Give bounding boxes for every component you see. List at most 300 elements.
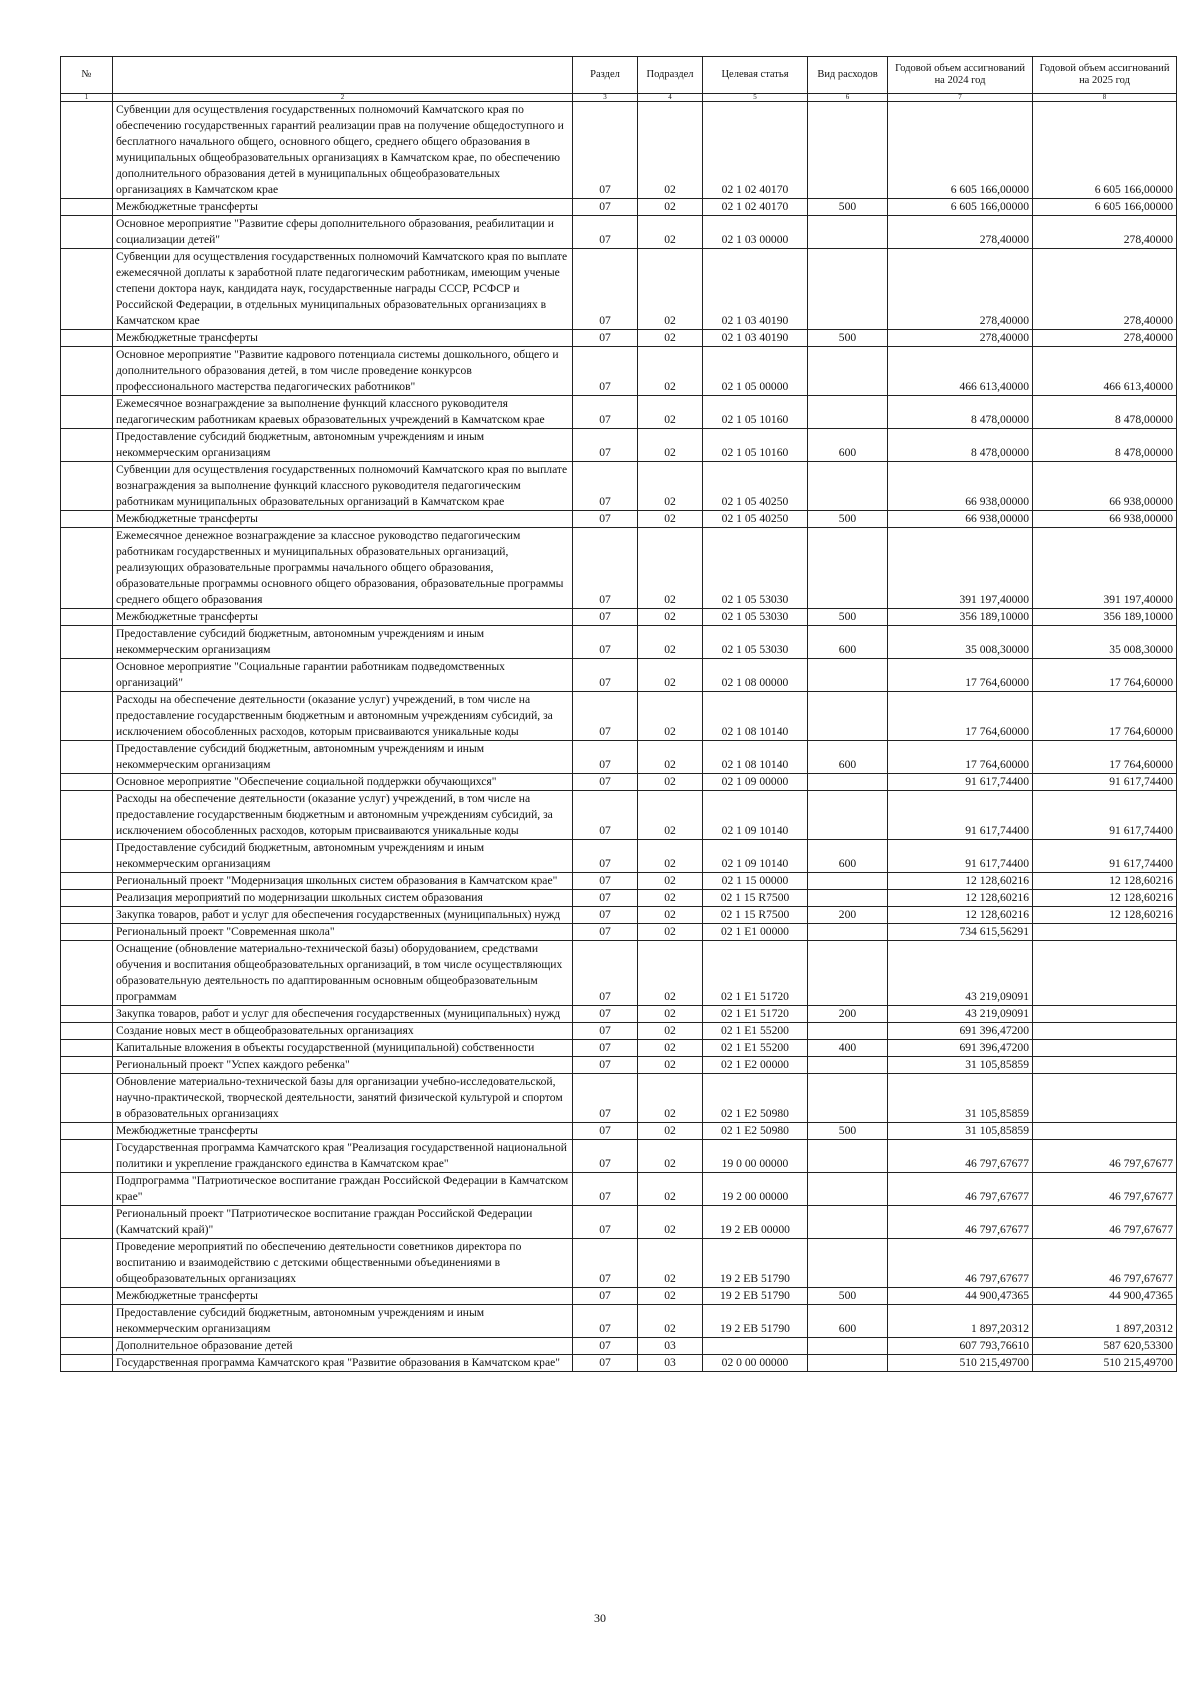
- row-amount-2025: 278,40000: [1033, 249, 1177, 330]
- row-razdel: 07: [573, 840, 638, 873]
- row-name: Межбюджетные трансферты: [113, 199, 573, 216]
- row-amount-2024: 607 793,76610: [888, 1338, 1033, 1355]
- table-row: [61, 1206, 1177, 1239]
- row-amount-2024: 8 478,00000: [888, 429, 1033, 462]
- row-target-code: 02 1 08 10140: [703, 692, 808, 741]
- table-row: [61, 1123, 1177, 1140]
- row-razdel: 07: [573, 528, 638, 609]
- row-name: Предоставление субсидий бюджетным, автономным учреждениям и иным некоммерческим организациям: [113, 626, 573, 659]
- table-row: [61, 347, 1177, 396]
- row-podrazdel: 02: [638, 692, 703, 741]
- header-podrazdel: Подраздел: [638, 57, 703, 94]
- row-expense-type: [808, 791, 888, 840]
- row-target-code: 02 1 02 40170: [703, 102, 808, 199]
- row-amount-2025: 510 215,49700: [1033, 1355, 1177, 1372]
- row-expense-type: 200: [808, 1006, 888, 1023]
- table-row: [61, 396, 1177, 429]
- header-celevaya: Целевая статья: [703, 57, 808, 94]
- row-number: [61, 1057, 113, 1074]
- row-amount-2025: 8 478,00000: [1033, 396, 1177, 429]
- row-amount-2024: 510 215,49700: [888, 1355, 1033, 1372]
- row-razdel: 07: [573, 1173, 638, 1206]
- row-number: [61, 462, 113, 511]
- row-expense-type: [808, 249, 888, 330]
- row-amount-2025: 91 617,74400: [1033, 840, 1177, 873]
- row-amount-2024: 46 797,67677: [888, 1239, 1033, 1288]
- row-expense-type: 600: [808, 1305, 888, 1338]
- row-target-code: 02 1 05 40250: [703, 462, 808, 511]
- row-amount-2025: 66 938,00000: [1033, 462, 1177, 511]
- row-amount-2025: [1033, 1057, 1177, 1074]
- row-target-code: 02 1 E2 00000: [703, 1057, 808, 1074]
- row-name: Субвенции для осуществления государственных полномочий Камчатского края по выплате ежемесячной доплаты к заработной плате педагогическим работникам, имеющим ученые степени доктора наук, кандидата наук, государственные награды СССР, РСФСР и Российской Федерации, в отдельных муниципальных образовательных организациях в Камчатском крае: [113, 249, 573, 330]
- row-amount-2025: 12 128,60216: [1033, 873, 1177, 890]
- row-amount-2024: 1 897,20312: [888, 1305, 1033, 1338]
- row-name: Межбюджетные трансферты: [113, 1288, 573, 1305]
- row-target-code: 02 1 02 40170: [703, 199, 808, 216]
- row-name: Основное мероприятие "Социальные гарантии работникам подведомственных организаций": [113, 659, 573, 692]
- row-podrazdel: 02: [638, 924, 703, 941]
- row-target-code: 02 1 05 53030: [703, 528, 808, 609]
- table-row: [61, 1006, 1177, 1023]
- table-row: [61, 791, 1177, 840]
- table-row: [61, 528, 1177, 609]
- row-amount-2024: 46 797,67677: [888, 1206, 1033, 1239]
- column-index: 2: [113, 94, 573, 102]
- row-expense-type: 500: [808, 199, 888, 216]
- row-target-code: 19 2 EB 00000: [703, 1206, 808, 1239]
- row-target-code: 02 1 03 40190: [703, 330, 808, 347]
- table-row: [61, 1023, 1177, 1040]
- table-row: [61, 1057, 1177, 1074]
- row-name: Создание новых мест в общеобразовательных организациях: [113, 1023, 573, 1040]
- header-row: [61, 57, 1177, 94]
- row-expense-type: [808, 890, 888, 907]
- row-razdel: 07: [573, 102, 638, 199]
- row-amount-2024: 91 617,74400: [888, 791, 1033, 840]
- table-row: [61, 626, 1177, 659]
- row-name: Реализация мероприятий по модернизации школьных систем образования: [113, 890, 573, 907]
- row-expense-type: 600: [808, 741, 888, 774]
- table-row: [61, 774, 1177, 791]
- row-expense-type: [808, 1140, 888, 1173]
- row-amount-2025: 44 900,47365: [1033, 1288, 1177, 1305]
- row-number: [61, 1123, 113, 1140]
- row-name: Предоставление субсидий бюджетным, автономным учреждениям и иным некоммерческим организациям: [113, 840, 573, 873]
- row-razdel: 07: [573, 429, 638, 462]
- row-amount-2025: 466 613,40000: [1033, 347, 1177, 396]
- table-row: [61, 216, 1177, 249]
- table-row: [61, 692, 1177, 741]
- table-row: [61, 249, 1177, 330]
- row-number: [61, 216, 113, 249]
- row-expense-type: [808, 1206, 888, 1239]
- row-amount-2025: [1033, 941, 1177, 1006]
- row-amount-2024: 691 396,47200: [888, 1023, 1033, 1040]
- budget-table: [60, 56, 1177, 1372]
- row-podrazdel: 02: [638, 1123, 703, 1140]
- row-expense-type: [808, 1338, 888, 1355]
- row-podrazdel: 02: [638, 741, 703, 774]
- row-name: Региональный проект "Успех каждого ребенка": [113, 1057, 573, 1074]
- row-amount-2024: 356 189,10000: [888, 609, 1033, 626]
- row-amount-2024: 734 615,56291: [888, 924, 1033, 941]
- row-razdel: 07: [573, 924, 638, 941]
- row-podrazdel: 03: [638, 1355, 703, 1372]
- row-razdel: 07: [573, 692, 638, 741]
- row-number: [61, 199, 113, 216]
- row-razdel: 07: [573, 330, 638, 347]
- row-amount-2025: 66 938,00000: [1033, 511, 1177, 528]
- row-name: Государственная программа Камчатского края "Развитие образования в Камчатском крае": [113, 1355, 573, 1372]
- row-target-code: [703, 1338, 808, 1355]
- table-row: [61, 330, 1177, 347]
- row-amount-2025: 46 797,67677: [1033, 1173, 1177, 1206]
- row-podrazdel: 02: [638, 1023, 703, 1040]
- row-target-code: 19 2 EB 51790: [703, 1239, 808, 1288]
- row-name: Капитальные вложения в объекты государственной (муниципальной) собственности: [113, 1040, 573, 1057]
- table-row: [61, 1074, 1177, 1123]
- row-podrazdel: 02: [638, 1173, 703, 1206]
- row-podrazdel: 02: [638, 873, 703, 890]
- row-name: Обновление материально-технической базы для организации учебно-исследовательской, научно-практической, творческой деятельности, занятий физической культурой и спортом в образовательных организациях: [113, 1074, 573, 1123]
- row-expense-type: 600: [808, 429, 888, 462]
- row-name: Ежемесячное денежное вознаграждение за классное руководство педагогическим работникам государственных и муниципальных образовательных организаций, реализующих образовательные программы начального общего образования, образовательные программы основного общего образования, образовательные программы среднего общего образования: [113, 528, 573, 609]
- row-name: Межбюджетные трансферты: [113, 1123, 573, 1140]
- row-number: [61, 396, 113, 429]
- row-amount-2025: 8 478,00000: [1033, 429, 1177, 462]
- row-amount-2025: 35 008,30000: [1033, 626, 1177, 659]
- row-amount-2024: 91 617,74400: [888, 840, 1033, 873]
- header-num: №: [61, 57, 113, 94]
- row-expense-type: [808, 1057, 888, 1074]
- row-target-code: 02 1 E1 51720: [703, 1006, 808, 1023]
- row-name: Дополнительное образование детей: [113, 1338, 573, 1355]
- row-expense-type: [808, 462, 888, 511]
- row-amount-2024: 691 396,47200: [888, 1040, 1033, 1057]
- row-name: Региональный проект "Современная школа": [113, 924, 573, 941]
- row-name: Проведение мероприятий по обеспечению деятельности советников директора по воспитанию и взаимодействию с детскими общественными объединениями в общеобразовательных организациях: [113, 1239, 573, 1288]
- row-expense-type: [808, 528, 888, 609]
- table-row: [61, 462, 1177, 511]
- row-amount-2024: 6 605 166,00000: [888, 199, 1033, 216]
- row-expense-type: [808, 216, 888, 249]
- row-number: [61, 774, 113, 791]
- row-razdel: 07: [573, 1206, 638, 1239]
- row-target-code: 19 0 00 00000: [703, 1140, 808, 1173]
- row-amount-2025: 6 605 166,00000: [1033, 102, 1177, 199]
- row-expense-type: 400: [808, 1040, 888, 1057]
- row-razdel: 07: [573, 1239, 638, 1288]
- row-amount-2024: 391 197,40000: [888, 528, 1033, 609]
- row-number: [61, 907, 113, 924]
- row-name: Региональный проект "Модернизация школьных систем образования в Камчатском крае": [113, 873, 573, 890]
- row-name: Закупка товаров, работ и услуг для обеспечения государственных (муниципальных) нужд: [113, 907, 573, 924]
- row-amount-2025: 91 617,74400: [1033, 774, 1177, 791]
- row-target-code: 02 1 05 10160: [703, 429, 808, 462]
- row-name: Предоставление субсидий бюджетным, автономным учреждениям и иным некоммерческим организациям: [113, 741, 573, 774]
- row-number: [61, 873, 113, 890]
- row-target-code: 02 1 03 00000: [703, 216, 808, 249]
- row-razdel: 07: [573, 659, 638, 692]
- table-header: [61, 57, 1177, 102]
- row-amount-2024: 8 478,00000: [888, 396, 1033, 429]
- row-target-code: 02 1 05 53030: [703, 609, 808, 626]
- row-amount-2025: 46 797,67677: [1033, 1140, 1177, 1173]
- row-expense-type: [808, 396, 888, 429]
- row-podrazdel: 02: [638, 1239, 703, 1288]
- row-amount-2025: 6 605 166,00000: [1033, 199, 1177, 216]
- row-target-code: 02 1 15 00000: [703, 873, 808, 890]
- column-index: 4: [638, 94, 703, 102]
- row-razdel: 07: [573, 941, 638, 1006]
- row-podrazdel: 02: [638, 1206, 703, 1239]
- row-podrazdel: 02: [638, 1288, 703, 1305]
- column-index: 3: [573, 94, 638, 102]
- row-number: [61, 741, 113, 774]
- row-amount-2025: [1033, 1123, 1177, 1140]
- row-podrazdel: 02: [638, 347, 703, 396]
- row-number: [61, 102, 113, 199]
- row-amount-2025: [1033, 1040, 1177, 1057]
- row-expense-type: [808, 941, 888, 1006]
- row-amount-2025: [1033, 1074, 1177, 1123]
- row-amount-2025: 12 128,60216: [1033, 890, 1177, 907]
- header-vid: Вид расходов: [808, 57, 888, 94]
- row-number: [61, 840, 113, 873]
- row-expense-type: 500: [808, 1288, 888, 1305]
- row-razdel: 07: [573, 873, 638, 890]
- row-expense-type: [808, 1023, 888, 1040]
- row-podrazdel: 02: [638, 890, 703, 907]
- row-expense-type: 600: [808, 626, 888, 659]
- row-target-code: 02 1 05 40250: [703, 511, 808, 528]
- row-name: Государственная программа Камчатского края "Реализация государственной национальной политики и укрепление гражданского единства в Камчатском крае": [113, 1140, 573, 1173]
- table-row: [61, 1338, 1177, 1355]
- row-target-code: 02 1 15 R7500: [703, 907, 808, 924]
- row-amount-2024: 6 605 166,00000: [888, 102, 1033, 199]
- row-target-code: 02 0 00 00000: [703, 1355, 808, 1372]
- table-row: [61, 1239, 1177, 1288]
- column-index: 8: [1033, 94, 1177, 102]
- row-amount-2024: 46 797,67677: [888, 1173, 1033, 1206]
- table-row: [61, 941, 1177, 1006]
- row-number: [61, 941, 113, 1006]
- row-amount-2025: 278,40000: [1033, 330, 1177, 347]
- row-amount-2024: 17 764,60000: [888, 741, 1033, 774]
- row-amount-2025: 17 764,60000: [1033, 741, 1177, 774]
- row-target-code: 02 1 E1 00000: [703, 924, 808, 941]
- row-number: [61, 1288, 113, 1305]
- row-podrazdel: 02: [638, 249, 703, 330]
- row-razdel: 07: [573, 890, 638, 907]
- row-amount-2025: 46 797,67677: [1033, 1206, 1177, 1239]
- row-amount-2024: 17 764,60000: [888, 692, 1033, 741]
- row-target-code: 02 1 E1 55200: [703, 1023, 808, 1040]
- row-razdel: 07: [573, 774, 638, 791]
- row-number: [61, 249, 113, 330]
- row-podrazdel: 02: [638, 462, 703, 511]
- row-expense-type: [808, 347, 888, 396]
- row-target-code: 02 1 08 00000: [703, 659, 808, 692]
- row-amount-2025: [1033, 1006, 1177, 1023]
- row-razdel: 07: [573, 741, 638, 774]
- row-razdel: 07: [573, 609, 638, 626]
- row-number: [61, 924, 113, 941]
- column-index: 7: [888, 94, 1033, 102]
- row-amount-2024: 44 900,47365: [888, 1288, 1033, 1305]
- row-amount-2024: 31 105,85859: [888, 1074, 1033, 1123]
- row-razdel: 07: [573, 1023, 638, 1040]
- row-target-code: 02 1 E2 50980: [703, 1074, 808, 1123]
- row-name: Расходы на обеспечение деятельности (оказание услуг) учреждений, в том числе на предоставление государственным бюджетным и автономным учреждениям субсидий, за исключением обособленных расходов, которым присваиваются уникальные коды: [113, 692, 573, 741]
- table-row: [61, 1040, 1177, 1057]
- row-razdel: 07: [573, 511, 638, 528]
- row-number: [61, 330, 113, 347]
- row-number: [61, 1023, 113, 1040]
- row-podrazdel: 02: [638, 941, 703, 1006]
- row-number: [61, 1305, 113, 1338]
- row-name: Основное мероприятие "Развитие кадрового потенциала системы дошкольного, общего и дополнительного образования детей, в том числе проведение конкурсов профессионального мастерства педагогических работников": [113, 347, 573, 396]
- row-number: [61, 511, 113, 528]
- row-razdel: 07: [573, 791, 638, 840]
- row-target-code: 02 1 03 40190: [703, 249, 808, 330]
- row-razdel: 07: [573, 1006, 638, 1023]
- row-amount-2025: 356 189,10000: [1033, 609, 1177, 626]
- row-podrazdel: 02: [638, 1006, 703, 1023]
- row-amount-2025: 46 797,67677: [1033, 1239, 1177, 1288]
- row-amount-2025: 17 764,60000: [1033, 659, 1177, 692]
- row-target-code: 02 1 E1 51720: [703, 941, 808, 1006]
- header-name: [113, 57, 573, 94]
- row-amount-2025: 391 197,40000: [1033, 528, 1177, 609]
- row-number: [61, 1040, 113, 1057]
- row-razdel: 07: [573, 199, 638, 216]
- row-expense-type: 500: [808, 609, 888, 626]
- row-podrazdel: 02: [638, 1057, 703, 1074]
- row-amount-2025: 91 617,74400: [1033, 791, 1177, 840]
- row-razdel: 07: [573, 347, 638, 396]
- row-expense-type: [808, 924, 888, 941]
- budget-table-container: [60, 56, 1176, 1372]
- row-podrazdel: 02: [638, 907, 703, 924]
- row-podrazdel: 02: [638, 774, 703, 791]
- row-amount-2024: 12 128,60216: [888, 873, 1033, 890]
- row-amount-2024: 66 938,00000: [888, 462, 1033, 511]
- header-razdel: Раздел: [573, 57, 638, 94]
- row-expense-type: 200: [808, 907, 888, 924]
- header-year-2024: Годовой объем ассигнований на 2024 год: [888, 57, 1033, 94]
- table-row: [61, 907, 1177, 924]
- row-amount-2024: 278,40000: [888, 330, 1033, 347]
- row-amount-2024: 35 008,30000: [888, 626, 1033, 659]
- row-number: [61, 528, 113, 609]
- row-amount-2025: 587 620,53300: [1033, 1338, 1177, 1355]
- table-row: [61, 873, 1177, 890]
- row-number: [61, 890, 113, 907]
- table-row: [61, 1355, 1177, 1372]
- row-target-code: 02 1 05 53030: [703, 626, 808, 659]
- row-amount-2025: 12 128,60216: [1033, 907, 1177, 924]
- row-name: Основное мероприятие "Развитие сферы дополнительного образования, реабилитации и социализации детей": [113, 216, 573, 249]
- page-number: 30: [594, 1611, 606, 1625]
- row-amount-2024: 46 797,67677: [888, 1140, 1033, 1173]
- table-row: [61, 609, 1177, 626]
- row-amount-2024: 12 128,60216: [888, 907, 1033, 924]
- row-target-code: 02 1 E2 50980: [703, 1123, 808, 1140]
- row-expense-type: [808, 1355, 888, 1372]
- row-name: Межбюджетные трансферты: [113, 511, 573, 528]
- table-row: [61, 741, 1177, 774]
- row-target-code: 19 2 EB 51790: [703, 1288, 808, 1305]
- row-expense-type: 500: [808, 511, 888, 528]
- row-amount-2024: 466 613,40000: [888, 347, 1033, 396]
- row-expense-type: [808, 774, 888, 791]
- table-row: [61, 199, 1177, 216]
- row-podrazdel: 02: [638, 199, 703, 216]
- row-razdel: 07: [573, 396, 638, 429]
- row-amount-2024: 278,40000: [888, 249, 1033, 330]
- row-podrazdel: 02: [638, 429, 703, 462]
- row-target-code: 02 1 09 00000: [703, 774, 808, 791]
- table-row: [61, 890, 1177, 907]
- row-amount-2024: 66 938,00000: [888, 511, 1033, 528]
- row-expense-type: 600: [808, 840, 888, 873]
- row-name: Подпрограмма "Патриотическое воспитание граждан Российской Федерации в Камчатском крае": [113, 1173, 573, 1206]
- row-amount-2024: 12 128,60216: [888, 890, 1033, 907]
- row-name: Региональный проект "Патриотическое воспитание граждан Российской Федерации (Камчатский край)": [113, 1206, 573, 1239]
- row-name: Предоставление субсидий бюджетным, автономным учреждениям и иным некоммерческим организациям: [113, 429, 573, 462]
- row-podrazdel: 02: [638, 840, 703, 873]
- row-expense-type: [808, 102, 888, 199]
- row-amount-2025: [1033, 924, 1177, 941]
- column-index: 5: [703, 94, 808, 102]
- row-razdel: 07: [573, 249, 638, 330]
- row-razdel: 07: [573, 1123, 638, 1140]
- row-target-code: 02 1 09 10140: [703, 840, 808, 873]
- row-podrazdel: 02: [638, 626, 703, 659]
- row-podrazdel: 02: [638, 791, 703, 840]
- table-row: [61, 429, 1177, 462]
- row-expense-type: [808, 1173, 888, 1206]
- row-razdel: 07: [573, 1338, 638, 1355]
- table-row: [61, 659, 1177, 692]
- row-target-code: 02 1 08 10140: [703, 741, 808, 774]
- row-name: Межбюджетные трансферты: [113, 609, 573, 626]
- row-razdel: 07: [573, 216, 638, 249]
- row-name: Расходы на обеспечение деятельности (оказание услуг) учреждений, в том числе на предоставление государственным бюджетным и автономным учреждениям субсидий, за исключением обособленных расходов, которым присваиваются уникальные коды: [113, 791, 573, 840]
- row-razdel: 07: [573, 1140, 638, 1173]
- table-row: [61, 1288, 1177, 1305]
- row-number: [61, 1338, 113, 1355]
- row-razdel: 07: [573, 1305, 638, 1338]
- table-row: [61, 1173, 1177, 1206]
- header-year-2025: Годовой объем ассигнований на 2025 год: [1033, 57, 1177, 94]
- row-name: Субвенции для осуществления государственных полномочий Камчатского края по обеспечению государственных гарантий реализации прав на получение общедоступного и бесплатного начального общего, основного общего, среднего общего образования в муниципальных общеобразовательных организациях в Камчатском крае, по обеспечению дополнительного образования детей в муниципальных общеобразовательных организациях в Камчатском крае: [113, 102, 573, 199]
- row-number: [61, 1074, 113, 1123]
- row-amount-2024: 31 105,85859: [888, 1123, 1033, 1140]
- row-amount-2025: 1 897,20312: [1033, 1305, 1177, 1338]
- row-razdel: 07: [573, 1040, 638, 1057]
- row-number: [61, 791, 113, 840]
- row-number: [61, 347, 113, 396]
- row-number: [61, 429, 113, 462]
- row-podrazdel: 02: [638, 609, 703, 626]
- row-razdel: 07: [573, 626, 638, 659]
- row-podrazdel: 02: [638, 216, 703, 249]
- row-number: [61, 1140, 113, 1173]
- row-podrazdel: 02: [638, 102, 703, 199]
